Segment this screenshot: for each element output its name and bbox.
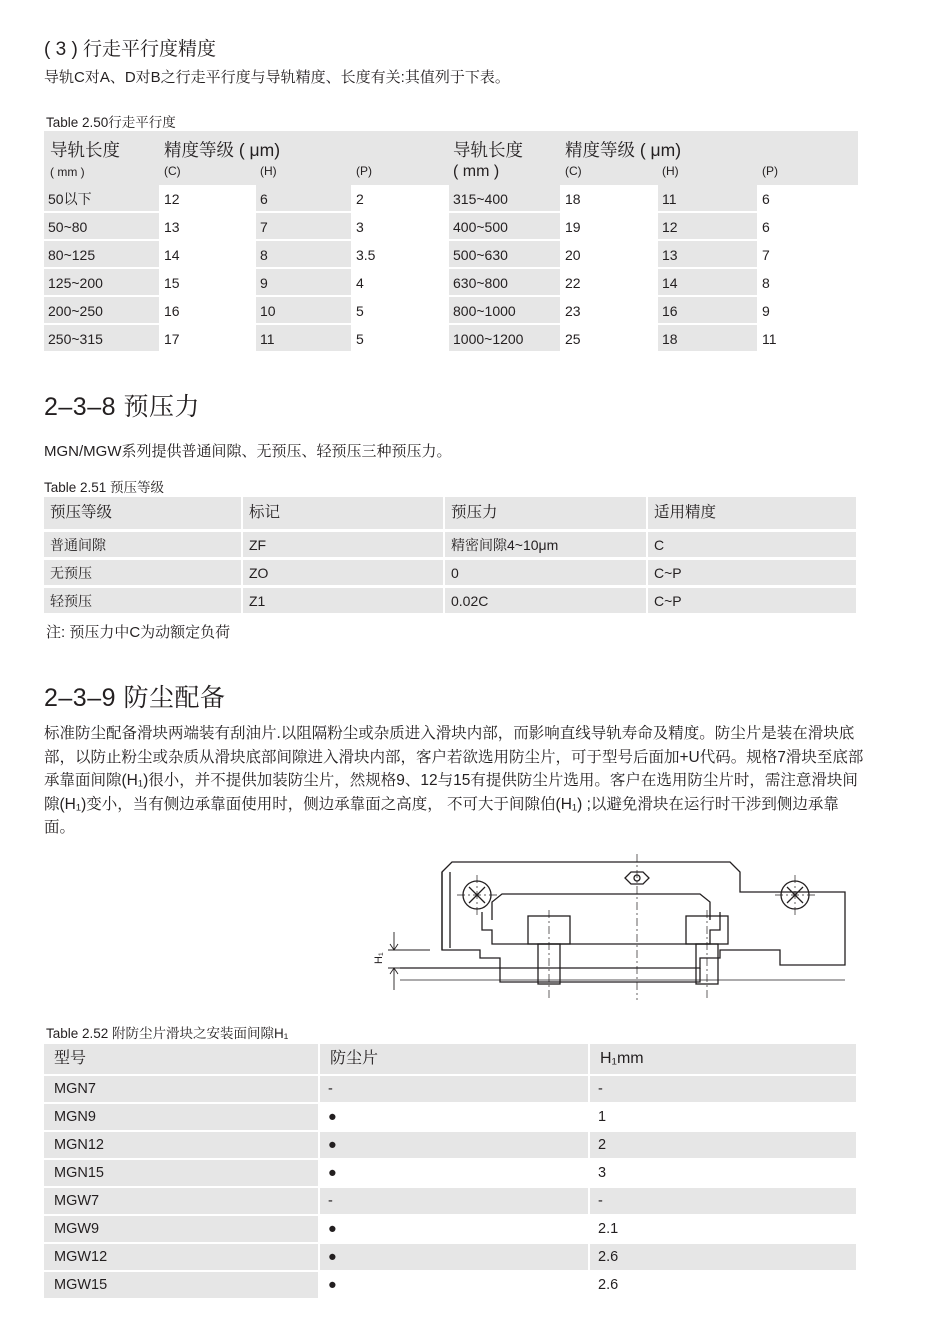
table-250-cell: 14 (160, 241, 255, 267)
table-250-cell: 630~800 (449, 269, 560, 295)
table-252-cell: ● (320, 1160, 588, 1186)
table-252-cell: MGN7 (44, 1076, 318, 1102)
header-h-left: (H) (260, 164, 277, 178)
section-239-title: 2–3–9 防尘配备 (44, 684, 226, 712)
table-251-cell: 0 (445, 560, 646, 585)
table-250-cell: 14 (658, 269, 757, 295)
table-250-cell: 125~200 (44, 269, 159, 295)
table-250-cell: 50~80 (44, 213, 159, 239)
table-250-cell: 5 (352, 297, 450, 323)
table-250-cell: 200~250 (44, 297, 159, 323)
table-250-cell: 20 (561, 241, 657, 267)
table-252-cell: ● (320, 1272, 588, 1298)
header-length-left: 导轨长度 (50, 140, 120, 160)
table-252-cell: MGW15 (44, 1272, 318, 1298)
table-250-cell: 3 (352, 213, 450, 239)
header-c-right: (C) (565, 164, 582, 178)
table-250-cell: 11 (256, 325, 351, 351)
table-252-cell: - (320, 1076, 588, 1102)
table-252-cell: 1 (590, 1104, 856, 1130)
table-252-cell: ● (320, 1104, 588, 1130)
slider-dust-seal-diagram (360, 850, 850, 1010)
header-p-right: (P) (762, 164, 778, 178)
table-252-cell: 2.6 (590, 1272, 856, 1298)
table-251-note: 注: 预压力中C为动额定负荷 (46, 624, 231, 641)
table-251-cell: C (648, 532, 856, 557)
table-250-cell: 22 (561, 269, 657, 295)
table-252-cell: 3 (590, 1160, 856, 1186)
table-251-cell: Z1 (243, 588, 443, 613)
table-252-cell: 2 (590, 1132, 856, 1158)
table-250-cell: 315~400 (449, 185, 560, 211)
section-239-body: 标准防尘配备滑块两端装有刮油片.以阻隔粉尘或杂质进入滑块内部，而影响直线导轨寿命及精度。防尘片是装在滑块底部，以防止粉尘或杂质从滑块底部间隙进入滑块内部，客户若欲选用防尘片，可于型号后面加+U代码。规格7滑块至底部承靠面间隙(H₁)很小，并不提供加装防尘片，然规格9、12与15有提供防尘片选用。客户在选用防尘片时，需注意滑块间隙(H₁)变小，当有侧边承靠面使用时，侧边承靠面之高度， 不可大于间隙伯(H₁) ;以避免滑块在运行时干涉到侧边承靠面。 (44, 725, 864, 837)
section-3-description: 导轨C对A、D对B之行走平行度与导轨精度、长度有关:其值列于下表。 (44, 69, 510, 86)
diagram-h1-label: H₁ (373, 952, 385, 964)
section-3-title: ( 3 ) 行走平行度精度 (44, 39, 217, 60)
table-252-header: 防尘片 (320, 1044, 588, 1074)
table-251-cell: 无预压 (44, 560, 241, 585)
table-251-caption: Table 2.51 预压等级 (44, 480, 165, 495)
table-250-cell: 23 (561, 297, 657, 323)
table-250-cell: 3.5 (352, 241, 450, 267)
table-252-cell: - (590, 1188, 856, 1214)
table-251-header: 标记 (243, 497, 443, 529)
table-250-cell: 6 (758, 185, 857, 211)
table-250-cell: 2 (352, 185, 450, 211)
table-250-cell: 19 (561, 213, 657, 239)
table-250-cell: 12 (160, 185, 255, 211)
header-h-right: (H) (662, 164, 679, 178)
table-250 (44, 131, 858, 353)
section-238-title: 2–3–8 预压力 (44, 393, 200, 421)
table-250-cell: 500~630 (449, 241, 560, 267)
table-251-cell: 轻预压 (44, 588, 241, 613)
table-250-cell: 10 (256, 297, 351, 323)
header-c-left: (C) (164, 164, 181, 178)
header-grade-right: 精度等级 ( μm) (565, 140, 682, 160)
table-250-cell: 5 (352, 325, 450, 351)
table-252-cell: MGW9 (44, 1216, 318, 1242)
table-250-cell: 9 (758, 297, 857, 323)
table-252-cell: - (590, 1076, 856, 1102)
table-250-cell: 800~1000 (449, 297, 560, 323)
table-252-cell: MGN15 (44, 1160, 318, 1186)
section-238-description: MGN/MGW系列提供普通间隙、无预压、轻预压三种预压力。 (44, 443, 452, 460)
header-length-unit-left: ( mm ) (50, 165, 85, 179)
table-250-cell: 13 (160, 213, 255, 239)
table-251-header: 预压等级 (44, 497, 241, 529)
table-250-cell: 7 (758, 241, 857, 267)
table-251-cell: 0.02C (445, 588, 646, 613)
table-251-cell: C~P (648, 588, 856, 613)
table-252-cell: MGW7 (44, 1188, 318, 1214)
header-length-unit-right: ( mm ) (453, 163, 500, 180)
table-252-cell: MGN9 (44, 1104, 318, 1130)
table-250-cell: 250~315 (44, 325, 159, 351)
table-250-cell: 17 (160, 325, 255, 351)
table-252-cell: 2.6 (590, 1244, 856, 1270)
table-250-cell: 6 (758, 213, 857, 239)
table-252-cell: MGN12 (44, 1132, 318, 1158)
table-251-cell: ZF (243, 532, 443, 557)
table-250-cell: 25 (561, 325, 657, 351)
table-251-header: 适用精度 (648, 497, 856, 529)
table-252-cell: MGW12 (44, 1244, 318, 1270)
table-250-cell: 8 (256, 241, 351, 267)
table-252-cell: - (320, 1188, 588, 1214)
table-251-cell: ZO (243, 560, 443, 585)
table-250-cell: 50以下 (44, 185, 159, 211)
table-251-cell: 精密间隙4~10μm (445, 532, 646, 557)
table-250-cell: 1000~1200 (449, 325, 560, 351)
table-250-cell: 11 (758, 325, 857, 351)
table-250-cell: 15 (160, 269, 255, 295)
table-252 (44, 1044, 858, 1298)
table-250-cell: 11 (658, 185, 757, 211)
table-250-cell: 18 (658, 325, 757, 351)
table-250-cell: 16 (658, 297, 757, 323)
table-250-cell: 8 (758, 269, 857, 295)
table-252-header: 型号 (44, 1044, 318, 1074)
table-252-cell: ● (320, 1244, 588, 1270)
table-250-cell: 4 (352, 269, 450, 295)
table-252-caption: Table 2.52 附防尘片滑块之安装面间隙H₁ (46, 1026, 289, 1041)
header-grade-left: 精度等级 ( μm) (164, 140, 281, 160)
table-250-cell: 13 (658, 241, 757, 267)
table-252-cell: 2.1 (590, 1216, 856, 1242)
table-250-cell: 400~500 (449, 213, 560, 239)
header-length-right: 导轨长度 (453, 140, 523, 160)
table-250-cell: 12 (658, 213, 757, 239)
table-251 (44, 497, 858, 615)
table-252-header: H₁mm (590, 1044, 856, 1074)
table-250-cell: 18 (561, 185, 657, 211)
table-251-header: 预压力 (445, 497, 646, 529)
table-250-cell: 9 (256, 269, 351, 295)
table-250-cell: 80~125 (44, 241, 159, 267)
table-251-cell: C~P (648, 560, 856, 585)
header-p-left: (P) (356, 164, 372, 178)
table-250-cell: 6 (256, 185, 351, 211)
table-252-cell: ● (320, 1132, 588, 1158)
table-250-cell: 7 (256, 213, 351, 239)
table-250-caption: Table 2.50行走平行度 (46, 115, 176, 130)
table-252-cell: ● (320, 1216, 588, 1242)
table-250-cell: 16 (160, 297, 255, 323)
table-251-cell: 普通间隙 (44, 532, 241, 557)
